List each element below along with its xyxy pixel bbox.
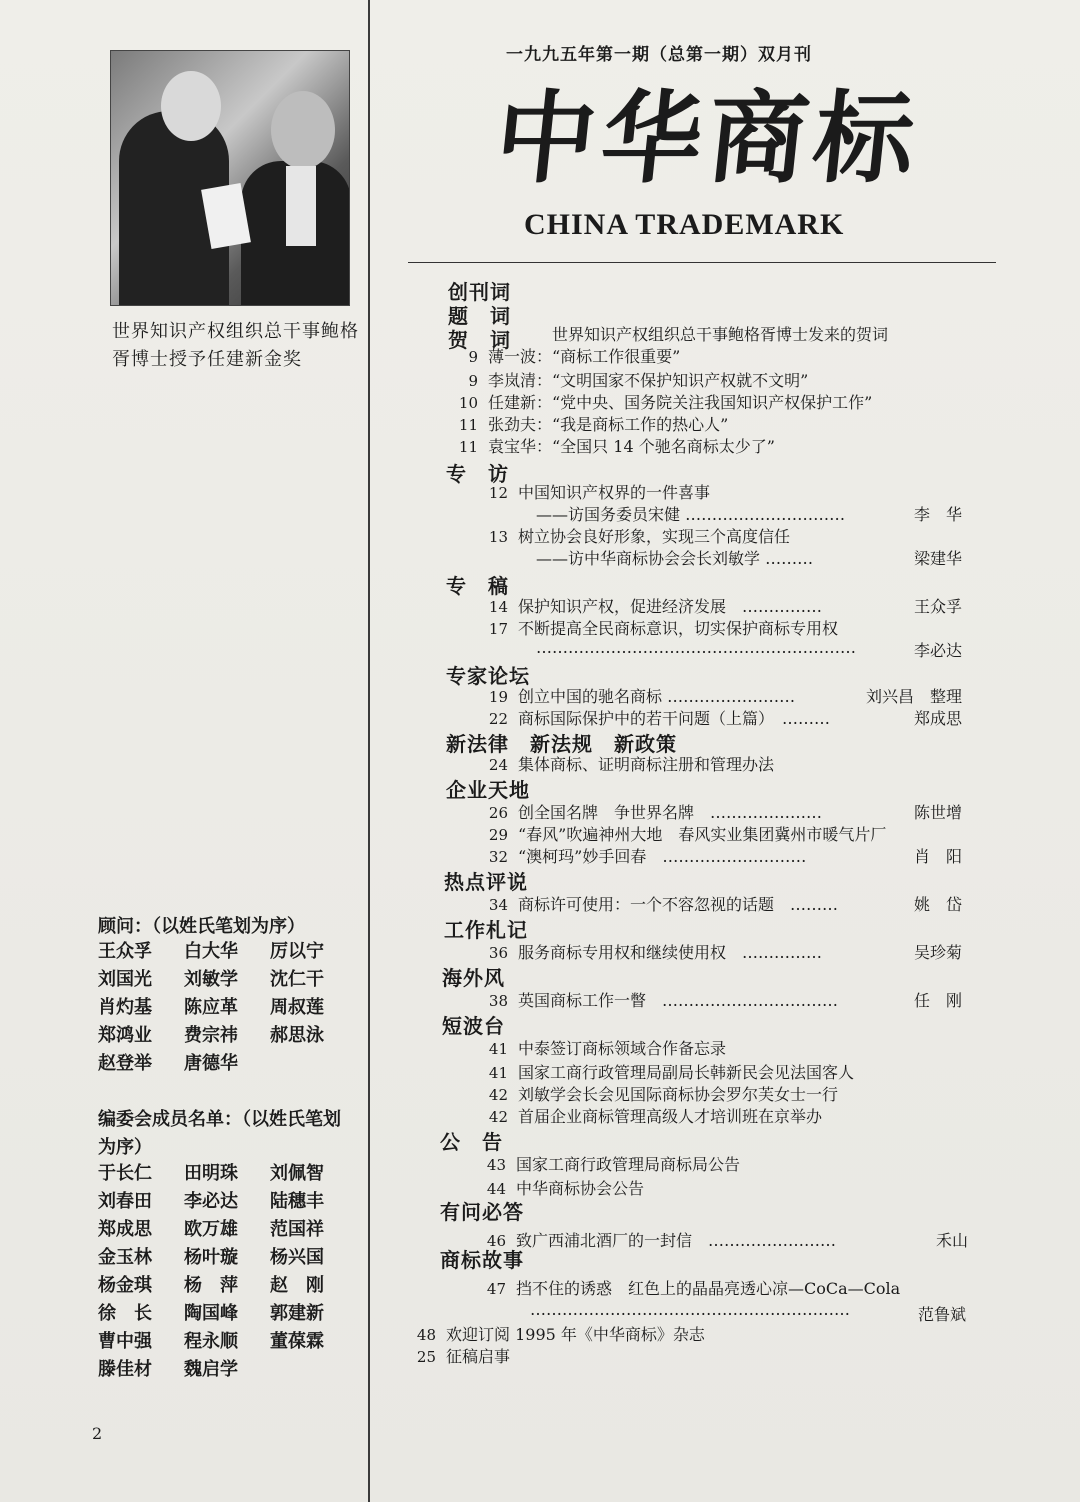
toc-page: 19 xyxy=(488,688,508,706)
toc-entry xyxy=(474,1036,726,1059)
toc-entry xyxy=(474,594,822,617)
toc-entry xyxy=(474,822,886,845)
toc-entry xyxy=(474,684,795,707)
toc-entry xyxy=(402,1322,705,1345)
toc-entry xyxy=(474,844,806,867)
advisor-name: 刘敏学 xyxy=(184,969,238,990)
toc-page: 44 xyxy=(486,1180,506,1198)
editor-name: 魏启学 xyxy=(184,1359,238,1380)
toc-title: 商标许可使用：一个不容忽视的话题 ……… xyxy=(518,895,839,914)
toc-title: 挡不住的诱惑 红色上的晶晶亮透心凉—CoCa—Cola xyxy=(516,1279,901,1298)
toc-title: 服务商标专用权和继续使用权 …………… xyxy=(518,943,823,962)
toc-page: 11 xyxy=(458,416,478,434)
toc-author: 郑成思 xyxy=(914,709,963,728)
section-heading: 短波台 xyxy=(442,1014,505,1038)
toc-entry xyxy=(474,800,822,823)
toc-title: 集体商标、证明商标注册和管理办法 xyxy=(518,755,775,774)
toc-dots: …………………………………………………… xyxy=(530,1300,850,1319)
editor-name: 郑成思 xyxy=(98,1219,152,1240)
section-heading: 贺 词 xyxy=(448,328,511,352)
editor-name: 滕佳材 xyxy=(98,1359,152,1380)
toc-page: 22 xyxy=(488,710,508,728)
toc-title: 任建新：“党中央、国务院关注我国知识产权保护工作” xyxy=(488,393,873,412)
toc-entry xyxy=(444,344,680,367)
masthead-subtitle: CHINA TRADEMARK xyxy=(524,208,845,241)
toc-author: 姚 岱 xyxy=(914,895,963,914)
toc-page: 46 xyxy=(486,1232,506,1250)
toc-entry xyxy=(472,1276,900,1299)
toc-title: 欢迎订阅 1995 年《中华商标》杂志 xyxy=(446,1325,705,1344)
toc-page: 24 xyxy=(488,756,508,774)
toc-title: “澳柯玛”妙手回春 ……………………… xyxy=(518,847,807,866)
advisors-title: 顾问：（以姓氏笔划为序） xyxy=(98,916,305,937)
toc-author: 禾山 xyxy=(936,1231,969,1250)
toc-entry xyxy=(472,1152,740,1175)
toc-title: 创全国名牌 争世界名牌 ………………… xyxy=(518,803,823,822)
section-heading: 创刊词 xyxy=(448,280,511,304)
toc-page: 42 xyxy=(488,1086,508,1104)
toc-entry xyxy=(444,368,808,391)
editors-title: 编委会成员名单：（以姓氏笔划为序） xyxy=(98,1109,341,1158)
toc-title: 刘敏学会长会见国际商标协会罗尔芙女士一行 xyxy=(518,1085,839,1104)
editor-name: 陆穗丰 xyxy=(270,1191,324,1212)
editor-name: 陶国峰 xyxy=(184,1303,238,1324)
advisor-name: 王众孚 xyxy=(98,941,152,962)
toc-entry xyxy=(402,1344,510,1367)
toc-page: 38 xyxy=(488,992,508,1010)
editor-name: 金玉林 xyxy=(98,1247,152,1268)
toc-title: 保护知识产权，促进经济发展 …………… xyxy=(518,597,823,616)
toc-page: 36 xyxy=(488,944,508,962)
advisor-name: 陈应革 xyxy=(184,997,238,1018)
toc-title: 张劲夫：“我是商标工作的热心人” xyxy=(488,415,729,434)
editor-name: 程永顺 xyxy=(184,1331,238,1352)
issue-line: 一九九五年第一期（总第一期）双月刊 xyxy=(506,45,812,65)
toc-entry xyxy=(474,480,710,503)
editor-name: 徐 长 xyxy=(98,1303,152,1324)
section-heading: 海外风 xyxy=(442,966,505,990)
toc-title: 袁宝华：“全国只 14 个驰名商标太少了” xyxy=(488,437,775,456)
toc-entry-text: 世界知识产权组织总干事鲍格胥博士发来的贺词 xyxy=(552,325,889,344)
toc-page: 17 xyxy=(488,620,508,638)
advisor-name: 刘国光 xyxy=(98,969,152,990)
editor-name: 田明珠 xyxy=(184,1163,238,1184)
toc-subtitle: ——访中华商标协会会长刘敏学 ……… xyxy=(536,549,814,568)
section-heading: 新法律 新法规 新政策 xyxy=(446,732,677,756)
toc-page: 42 xyxy=(488,1108,508,1126)
toc-title: 国家工商行政管理局副局长韩新民会见法国客人 xyxy=(518,1063,855,1082)
editor-name: 杨金琪 xyxy=(98,1275,152,1296)
advisor-name: 厉以宁 xyxy=(270,941,324,962)
advisor-name: 郑鸿业 xyxy=(98,1025,152,1046)
toc-entry xyxy=(444,412,728,435)
toc-entry xyxy=(474,988,838,1011)
section-heading: 有问必答 xyxy=(440,1200,524,1224)
toc-title: 中国知识产权界的一件喜事 xyxy=(518,483,711,502)
editor-name: 范国祥 xyxy=(270,1219,324,1240)
editor-name: 杨 萍 xyxy=(184,1275,238,1296)
section-heading: 专 访 xyxy=(446,462,509,486)
advisor-name: 白大华 xyxy=(184,941,238,962)
editor-name: 曹中强 xyxy=(98,1331,152,1352)
toc-title: 创立中国的驰名商标 …………………… xyxy=(518,687,796,706)
toc-page: 25 xyxy=(416,1348,436,1366)
toc-author: 李 华 xyxy=(914,505,963,524)
toc-page: 41 xyxy=(488,1040,508,1058)
toc-page: 47 xyxy=(486,1280,506,1298)
toc-title: 首届企业商标管理高级人才培训班在京举办 xyxy=(518,1107,823,1126)
section-heading: 公 告 xyxy=(440,1130,503,1154)
toc-author: 刘兴昌 整理 xyxy=(866,687,963,706)
toc-page: 9 xyxy=(468,372,478,390)
editor-name: 于长仁 xyxy=(98,1163,152,1184)
section-heading: 题 词 xyxy=(448,304,511,328)
advisor-name: 肖灼基 xyxy=(98,997,152,1018)
toc-title: 李岚清：“文明国家不保护知识产权就不文明” xyxy=(488,371,809,390)
toc-entry xyxy=(474,616,838,639)
toc-title: “春风”吹遍神州大地 春风实业集团冀州市暖气片厂 xyxy=(518,825,887,844)
toc-entry xyxy=(474,1060,854,1083)
toc-entry xyxy=(444,434,775,457)
toc-author: 肖 阳 xyxy=(914,847,963,866)
toc-author: 梁建华 xyxy=(914,549,963,568)
toc-entry xyxy=(444,390,872,413)
toc-entry xyxy=(474,752,774,775)
toc-title: 树立协会良好形象，实现三个高度信任 xyxy=(518,527,791,546)
section-heading: 商标故事 xyxy=(440,1248,524,1272)
toc-page: 10 xyxy=(458,394,478,412)
toc-author: 范鲁斌 xyxy=(918,1305,967,1324)
toc-author: 吴珍菊 xyxy=(914,943,963,962)
advisor-name: 唐德华 xyxy=(184,1053,238,1074)
toc-page: 34 xyxy=(488,896,508,914)
photo-caption: 世界知识产权组织总干事鲍格胥博士授予任建新金奖 xyxy=(112,321,359,370)
toc-author: 任 刚 xyxy=(914,991,963,1010)
toc-title: 征稿启事 xyxy=(446,1347,511,1366)
page-number: 2 xyxy=(92,1424,103,1443)
editor-name: 欧万雄 xyxy=(184,1219,238,1240)
toc-entry xyxy=(474,706,830,729)
masthead-title: 中华商标 xyxy=(489,79,927,197)
toc-page: 14 xyxy=(488,598,508,616)
toc-page: 41 xyxy=(488,1064,508,1082)
toc-title: 国家工商行政管理局商标局公告 xyxy=(516,1155,741,1174)
editor-name: 赵 刚 xyxy=(270,1275,324,1296)
toc-title: 中华商标协会公告 xyxy=(516,1179,645,1198)
advisor-name: 郝思泳 xyxy=(270,1025,324,1046)
toc-title: 中泰签订商标领域合作备忘录 xyxy=(518,1039,727,1058)
toc-title: 商标国际保护中的若干问题（上篇） ……… xyxy=(518,709,831,728)
toc-dots: …………………………………………………… xyxy=(536,638,856,657)
advisor-name: 费宗祎 xyxy=(184,1025,238,1046)
toc-page: 9 xyxy=(468,348,478,366)
advisor-name: 周叔莲 xyxy=(270,997,324,1018)
section-heading: 工作札记 xyxy=(444,918,528,942)
editor-name: 李必达 xyxy=(184,1191,238,1212)
advisor-name: 沈仁干 xyxy=(270,969,324,990)
toc-page: 11 xyxy=(458,438,478,456)
toc-title: 英国商标工作一瞥 …………………………… xyxy=(518,991,839,1010)
editor-name: 郭建新 xyxy=(270,1303,324,1324)
toc-page: 48 xyxy=(416,1326,436,1344)
toc-author: 陈世增 xyxy=(914,803,963,822)
toc-entry xyxy=(474,892,838,915)
toc-page: 13 xyxy=(488,528,508,546)
advisor-name: 赵登举 xyxy=(98,1053,152,1074)
toc-subtitle: ——访国务委员宋健 ………………………… xyxy=(536,505,846,524)
toc-title: 不断提高全民商标意识，切实保护商标专用权 xyxy=(518,619,839,638)
section-heading: 企业天地 xyxy=(446,778,530,802)
toc-entry xyxy=(472,1228,836,1251)
toc-page: 32 xyxy=(488,848,508,866)
toc-entry xyxy=(474,1104,822,1127)
editor-name: 刘春田 xyxy=(98,1191,152,1212)
toc-title: 薄一波：“商标工作很重要” xyxy=(488,347,681,366)
toc-entry xyxy=(474,1082,838,1105)
section-heading: 热点评说 xyxy=(444,870,528,894)
toc-entry xyxy=(474,524,790,547)
toc-title: 致广西浦北酒厂的一封信 …………………… xyxy=(516,1231,837,1250)
editor-name: 刘佩智 xyxy=(270,1163,324,1184)
toc-page: 26 xyxy=(488,804,508,822)
toc-author: 李必达 xyxy=(914,641,963,660)
editor-name: 杨兴国 xyxy=(270,1247,324,1268)
toc-page: 29 xyxy=(488,826,508,844)
section-heading: 专家论坛 xyxy=(446,664,530,688)
editor-name: 杨叶璇 xyxy=(184,1247,238,1268)
toc-author: 王众孚 xyxy=(914,597,963,616)
editor-name: 董葆霖 xyxy=(270,1331,324,1352)
toc-page: 12 xyxy=(488,484,508,502)
section-heading: 专 稿 xyxy=(446,574,509,598)
toc-page: 43 xyxy=(486,1156,506,1174)
toc-entry xyxy=(474,940,822,963)
